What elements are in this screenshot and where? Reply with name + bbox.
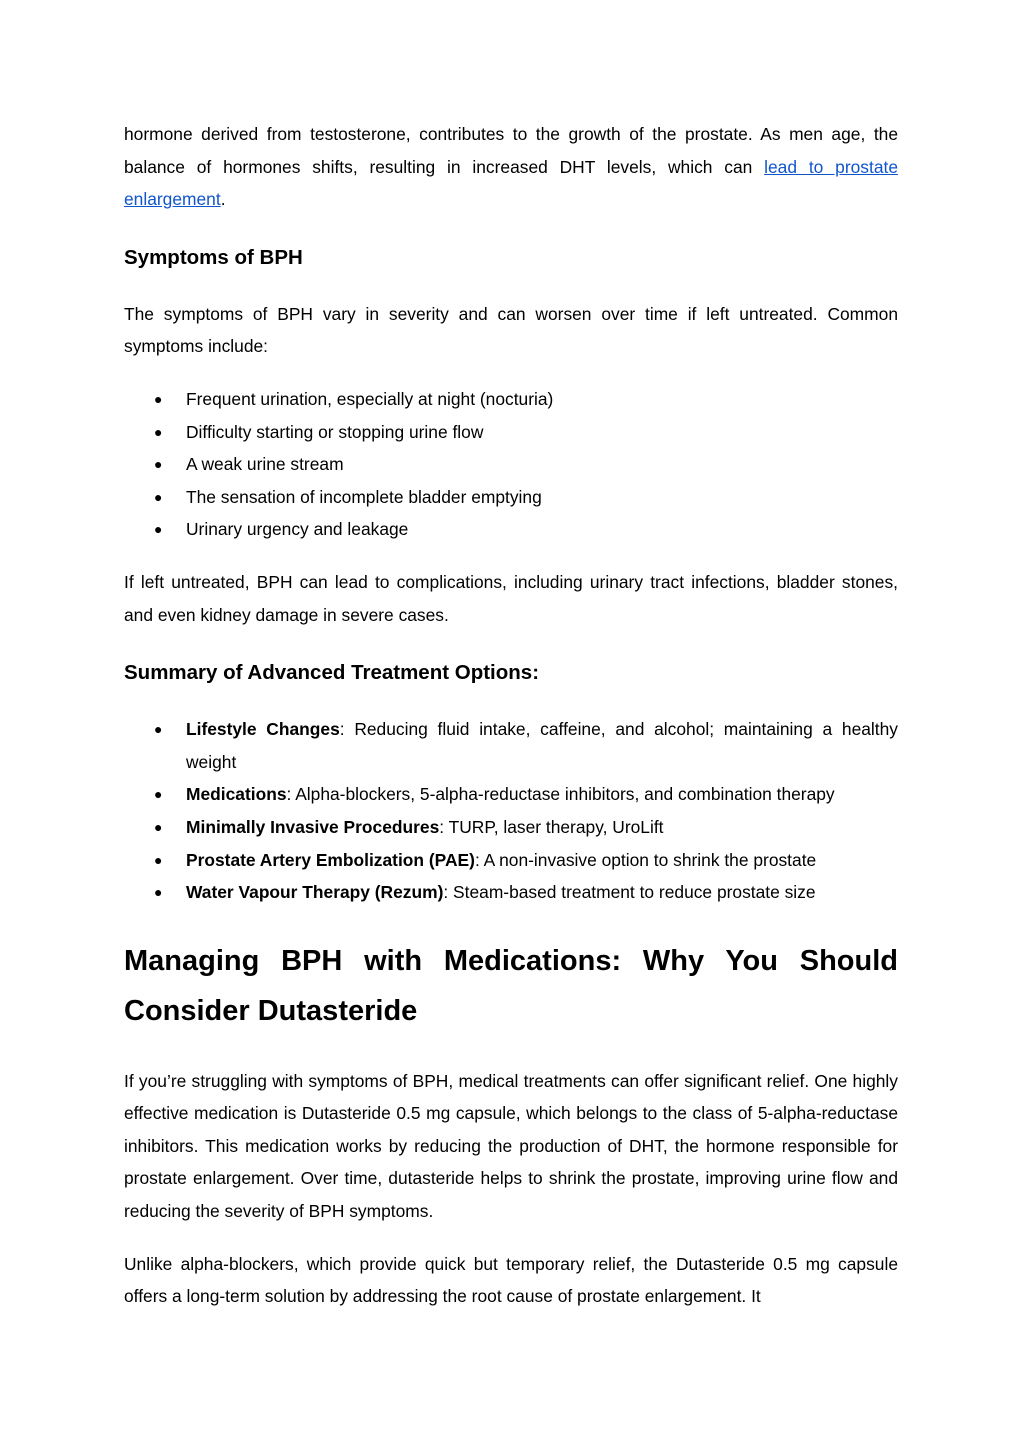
bullet-icon: ● <box>154 488 163 505</box>
symptoms-intro: The symptoms of BPH vary in severity and can worsen over time if left untreated. Common symptoms include: <box>124 303 898 357</box>
treatment-desc: : Alpha-blockers, 5-alpha-reductase inhibitors, and combination therapy <box>286 784 835 805</box>
bullet-icon: ● <box>154 456 163 473</box>
bullet-icon: ● <box>154 884 163 901</box>
list-item: ● Urinary urgency and leakage <box>124 513 898 546</box>
bullet-icon: ● <box>154 818 163 835</box>
list-item <box>124 713 898 778</box>
treatment-term: Prostate Artery Embolization (PAE) <box>186 849 475 870</box>
bullet-icon: ● <box>154 390 163 407</box>
treatment-term: Lifestyle Changes <box>186 719 340 740</box>
prostate-enlargement-link[interactable]: lead to prostate enlargement <box>124 156 898 210</box>
managing-paragraph-1: If you’re struggling with symptoms of BPH, medical treatments can offer significant relief. One highly effective medication is Dutasteride 0.5 mg capsule, which belongs to the class of 5-alpha-reductase inhibitors. This medication works by reducing the production of DHT, the hormone responsible for prostate enlargement. Over time, dutasteride helps to shrink the prostate, improving urine flow and reducing the severity of BPH symptoms. <box>124 1070 898 1222</box>
intro-period: . <box>220 189 226 210</box>
bullet-icon: ● <box>154 721 163 738</box>
treatment-desc: : TURP, laser therapy, UroLift <box>439 816 664 837</box>
managing-paragraph-2: Unlike alpha-blockers, which provide quick but temporary relief, the Dutasteride 0.5 mg capsule offers a long-term solution by addressing the root cause of prostate enlargement. It <box>124 1253 898 1307</box>
list-item: ● Frequent urination, especially at night (nocturia) <box>124 383 898 416</box>
treatment-term: Medications <box>186 784 287 805</box>
bullet-icon: ● <box>154 521 163 538</box>
treatment-desc: : Reducing fluid intake, caffeine, and alcohol; maintaining a healthy weight <box>186 719 898 772</box>
list-item <box>124 778 898 811</box>
symptoms-list <box>124 383 898 546</box>
bullet-icon: ● <box>154 786 163 803</box>
bullet-icon: ● <box>154 851 163 868</box>
summary-heading: Summary of Advanced Treatment Options: <box>124 661 540 685</box>
list-item <box>124 876 898 909</box>
symptoms-heading: Symptoms of BPH <box>124 245 303 269</box>
managing-heading: Managing BPH with Medications: Why You Should Consider Dutasteride <box>124 944 898 1027</box>
list-item: ● Difficulty starting or stopping urine flow <box>124 416 898 449</box>
list-item <box>124 811 898 844</box>
symptoms-outro: If left untreated, BPH can lead to complications, including urinary tract infections, bladder stones, and even kidney damage in severe cases. <box>124 571 898 625</box>
treatment-desc: : Steam-based treatment to reduce prostate size <box>443 882 816 903</box>
list-item <box>124 844 898 877</box>
document-page <box>124 118 898 1313</box>
treatment-term: Water Vapour Therapy (Rezum) <box>186 882 444 903</box>
treatment-term: Minimally Invasive Procedures <box>186 816 440 837</box>
bullet-icon: ● <box>154 423 163 440</box>
list-item: ● The sensation of incomplete bladder emptying <box>124 481 898 514</box>
intro-paragraph <box>124 118 898 216</box>
treatment-options-list <box>124 713 898 909</box>
treatment-desc: : A non-invasive option to shrink the prostate <box>474 849 817 870</box>
intro-text: hormone derived from testosterone, contributes to the growth of the prostate. As men age, the balance of hormones shifts, resulting in increased DHT levels, which can <box>124 124 898 177</box>
list-item: ● A weak urine stream <box>124 448 898 481</box>
